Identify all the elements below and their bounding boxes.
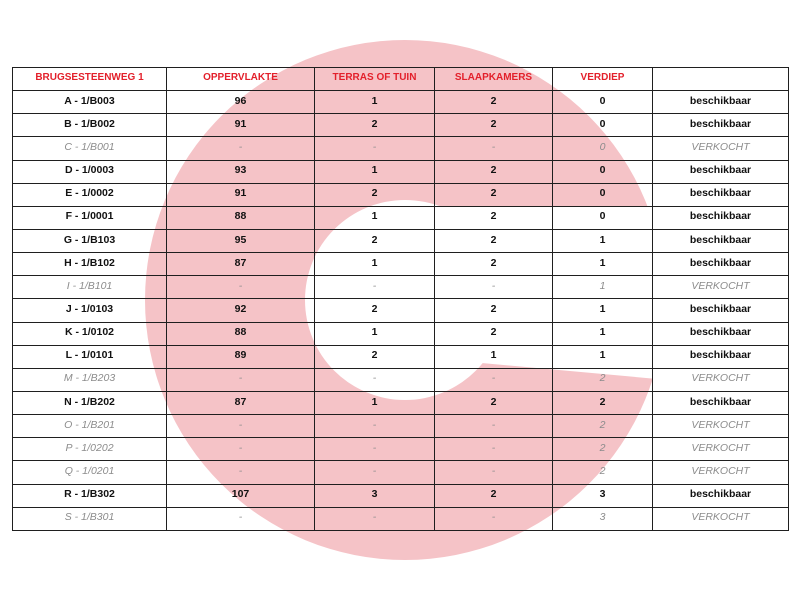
header-row — [13, 68, 789, 91]
area-cell: - — [167, 415, 315, 438]
unit-id-cell: K - 1/0102 — [13, 322, 167, 345]
status-cell: beschikbaar — [653, 299, 789, 322]
bedrooms-cell: - — [435, 438, 553, 461]
unit-id-cell: S - 1/B301 — [13, 507, 167, 530]
unit-row — [13, 368, 789, 391]
floor-cell: 0 — [553, 91, 653, 114]
status-cell: beschikbaar — [653, 160, 789, 183]
status-cell: VERKOCHT — [653, 438, 789, 461]
bedrooms-cell: - — [435, 137, 553, 160]
floor-cell: 1 — [553, 253, 653, 276]
unit-id-cell: H - 1/B102 — [13, 253, 167, 276]
area-cell: 88 — [167, 206, 315, 229]
floor-cell: 1 — [553, 345, 653, 368]
unit-id-cell: P - 1/0202 — [13, 438, 167, 461]
unit-row — [13, 229, 789, 252]
status-cell: VERKOCHT — [653, 137, 789, 160]
status-cell: VERKOCHT — [653, 507, 789, 530]
floor-cell: 0 — [553, 160, 653, 183]
area-cell: - — [167, 368, 315, 391]
units-table-header — [13, 68, 789, 91]
unit-id-cell: R - 1/B302 — [13, 484, 167, 507]
unit-row — [13, 415, 789, 438]
floor-cell: 2 — [553, 391, 653, 414]
column-header-terrace-garden: TERRAS OF TUIN — [315, 68, 435, 91]
units-table-body — [13, 91, 789, 531]
area-cell: - — [167, 507, 315, 530]
bedrooms-cell: 2 — [435, 114, 553, 137]
terrace-garden-cell: 2 — [315, 183, 435, 206]
terrace-garden-cell: 2 — [315, 229, 435, 252]
bedrooms-cell: 2 — [435, 484, 553, 507]
floor-cell: 2 — [553, 368, 653, 391]
column-header-area: OPPERVLAKTE — [167, 68, 315, 91]
bedrooms-cell: 1 — [435, 345, 553, 368]
bedrooms-cell: 2 — [435, 299, 553, 322]
status-cell: beschikbaar — [653, 253, 789, 276]
area-cell: 92 — [167, 299, 315, 322]
bedrooms-cell: 2 — [435, 183, 553, 206]
unit-id-cell: B - 1/B002 — [13, 114, 167, 137]
area-cell: 87 — [167, 253, 315, 276]
area-cell: 87 — [167, 391, 315, 414]
floor-cell: 2 — [553, 461, 653, 484]
status-cell: beschikbaar — [653, 183, 789, 206]
area-cell: 89 — [167, 345, 315, 368]
status-cell: beschikbaar — [653, 391, 789, 414]
bedrooms-cell: 2 — [435, 322, 553, 345]
terrace-garden-cell: 2 — [315, 345, 435, 368]
floor-cell: 0 — [553, 137, 653, 160]
column-header-floor: VERDIEP — [553, 68, 653, 91]
floor-cell: 0 — [553, 183, 653, 206]
column-header-bedrooms: SLAAPKAMERS — [435, 68, 553, 91]
bedrooms-cell: 2 — [435, 391, 553, 414]
terrace-garden-cell: 1 — [315, 206, 435, 229]
status-cell: beschikbaar — [653, 322, 789, 345]
terrace-garden-cell: 2 — [315, 114, 435, 137]
unit-row — [13, 299, 789, 322]
area-cell: 95 — [167, 229, 315, 252]
status-cell: beschikbaar — [653, 484, 789, 507]
bedrooms-cell: 2 — [435, 91, 553, 114]
bedrooms-cell: 2 — [435, 253, 553, 276]
bedrooms-cell: - — [435, 507, 553, 530]
terrace-garden-cell: 2 — [315, 299, 435, 322]
floor-cell: 1 — [553, 322, 653, 345]
terrace-garden-cell: - — [315, 368, 435, 391]
terrace-garden-cell: 1 — [315, 391, 435, 414]
unit-id-cell: L - 1/0101 — [13, 345, 167, 368]
area-cell: 107 — [167, 484, 315, 507]
status-cell: beschikbaar — [653, 345, 789, 368]
floor-cell: 3 — [553, 507, 653, 530]
terrace-garden-cell: 3 — [315, 484, 435, 507]
status-cell: VERKOCHT — [653, 276, 789, 299]
terrace-garden-cell: - — [315, 461, 435, 484]
unit-row — [13, 391, 789, 414]
area-cell: - — [167, 276, 315, 299]
area-cell: 96 — [167, 91, 315, 114]
bedrooms-cell: - — [435, 368, 553, 391]
bedrooms-cell: - — [435, 461, 553, 484]
terrace-garden-cell: 1 — [315, 91, 435, 114]
floor-cell: 1 — [553, 276, 653, 299]
unit-id-cell: J - 1/0103 — [13, 299, 167, 322]
terrace-garden-cell: - — [315, 415, 435, 438]
terrace-garden-cell: 1 — [315, 322, 435, 345]
area-cell: 88 — [167, 322, 315, 345]
status-cell: beschikbaar — [653, 91, 789, 114]
terrace-garden-cell: 1 — [315, 160, 435, 183]
status-cell: beschikbaar — [653, 229, 789, 252]
bedrooms-cell: 2 — [435, 229, 553, 252]
area-cell: 91 — [167, 183, 315, 206]
unit-id-cell: D - 1/0003 — [13, 160, 167, 183]
unit-id-cell: F - 1/0001 — [13, 206, 167, 229]
terrace-garden-cell: 1 — [315, 253, 435, 276]
floor-cell: 1 — [553, 299, 653, 322]
status-cell: VERKOCHT — [653, 461, 789, 484]
status-cell: VERKOCHT — [653, 415, 789, 438]
unit-row — [13, 484, 789, 507]
bedrooms-cell: 2 — [435, 206, 553, 229]
unit-row — [13, 253, 789, 276]
unit-id-cell: Q - 1/0201 — [13, 461, 167, 484]
unit-row — [13, 137, 789, 160]
unit-id-cell: E - 1/0002 — [13, 183, 167, 206]
bedrooms-cell: - — [435, 415, 553, 438]
floor-cell: 0 — [553, 206, 653, 229]
floor-cell: 2 — [553, 438, 653, 461]
unit-row — [13, 91, 789, 114]
unit-row — [13, 461, 789, 484]
status-cell: VERKOCHT — [653, 368, 789, 391]
terrace-garden-cell: - — [315, 438, 435, 461]
unit-id-cell: N - 1/B202 — [13, 391, 167, 414]
bedrooms-cell: - — [435, 276, 553, 299]
floor-cell: 3 — [553, 484, 653, 507]
unit-row — [13, 507, 789, 530]
unit-row — [13, 276, 789, 299]
area-cell: 91 — [167, 114, 315, 137]
floor-cell: 2 — [553, 415, 653, 438]
unit-id-cell: G - 1/B103 — [13, 229, 167, 252]
unit-row — [13, 438, 789, 461]
terrace-garden-cell: - — [315, 137, 435, 160]
column-header-status — [653, 68, 789, 91]
terrace-garden-cell: - — [315, 276, 435, 299]
area-cell: - — [167, 438, 315, 461]
unit-id-cell: O - 1/B201 — [13, 415, 167, 438]
bedrooms-cell: 2 — [435, 160, 553, 183]
floor-cell: 1 — [553, 229, 653, 252]
status-cell: beschikbaar — [653, 206, 789, 229]
unit-row — [13, 345, 789, 368]
units-table — [12, 67, 789, 531]
unit-row — [13, 160, 789, 183]
column-header-address: BRUGSESTEENWEG 1 — [13, 68, 167, 91]
unit-id-cell: C - 1/B001 — [13, 137, 167, 160]
unit-row — [13, 322, 789, 345]
status-cell: beschikbaar — [653, 114, 789, 137]
area-cell: - — [167, 461, 315, 484]
unit-id-cell: M - 1/B203 — [13, 368, 167, 391]
unit-row — [13, 114, 789, 137]
unit-id-cell: A - 1/B003 — [13, 91, 167, 114]
area-cell: - — [167, 137, 315, 160]
floor-cell: 0 — [553, 114, 653, 137]
unit-row — [13, 206, 789, 229]
unit-row — [13, 183, 789, 206]
terrace-garden-cell: - — [315, 507, 435, 530]
unit-id-cell: I - 1/B101 — [13, 276, 167, 299]
area-cell: 93 — [167, 160, 315, 183]
